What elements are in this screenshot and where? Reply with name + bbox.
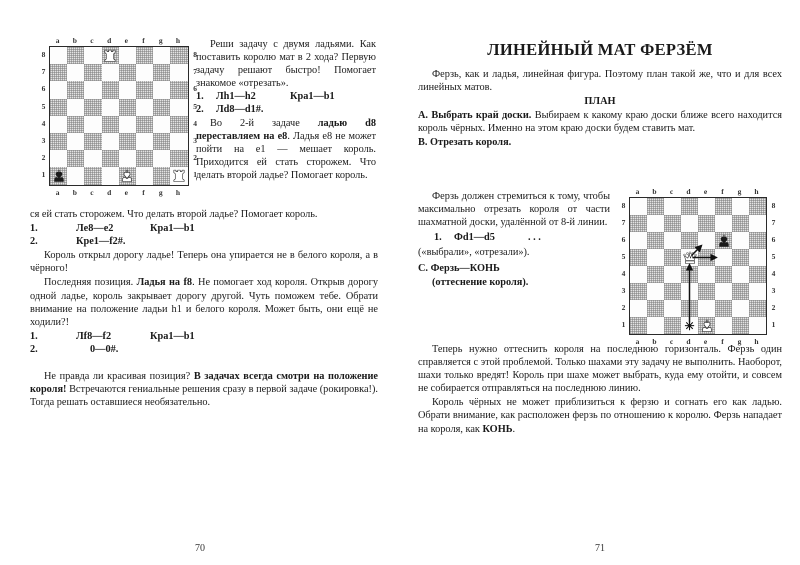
paragraph-helper: ся ей стать сторожем. Что делать второй ладье? Помогает король. xyxy=(30,209,318,220)
page-number-right: 71 xyxy=(595,543,605,554)
rank-label-1: 1 xyxy=(621,320,626,329)
file-label-d: d xyxy=(686,337,691,346)
board-square-g7 xyxy=(153,64,170,81)
file-label-g: g xyxy=(158,187,163,197)
board-square-c3 xyxy=(664,283,681,300)
board-square-c3 xyxy=(84,133,101,150)
para5-lead: Не правда ли красивая позиция? xyxy=(44,371,194,383)
file-label-b: b xyxy=(652,337,657,346)
board-square-a6 xyxy=(630,232,647,249)
file-label-a: a xyxy=(635,337,640,346)
para4-lead: Последняя позиция. xyxy=(44,277,137,289)
file-label-c: c xyxy=(669,187,674,196)
board-square-g4 xyxy=(153,116,170,133)
board-square-f2 xyxy=(715,300,732,317)
move-number: 2. xyxy=(196,104,204,116)
board-square-e5 xyxy=(698,249,715,266)
board-square-f4 xyxy=(136,116,153,133)
board-square-b2 xyxy=(67,150,84,167)
board-square-d2 xyxy=(681,300,698,317)
move-note: («выбрали», «отрезали»). xyxy=(418,247,530,259)
rank-labels xyxy=(768,197,779,333)
para2-bold: ладью d8 переставляем на e8 xyxy=(196,117,376,142)
paragraph-3: Король открыл дорогу ладье! Теперь она упирается не в белого короля, а в чёрного! xyxy=(30,250,378,275)
start-square-marker: ✳ xyxy=(684,318,695,333)
rank-label-4: 4 xyxy=(771,269,776,278)
rank-label-3: 3 xyxy=(621,286,626,295)
board-square-b8 xyxy=(67,47,84,64)
board-square-e8 xyxy=(119,47,136,64)
plan-heading: ПЛАН xyxy=(584,96,616,108)
right-page xyxy=(400,0,800,565)
file-label-d: d xyxy=(686,187,691,196)
board-square-f6 xyxy=(715,232,732,249)
board-square-d4 xyxy=(681,266,698,283)
board-square-h5 xyxy=(749,249,766,266)
file-labels xyxy=(629,186,765,197)
board-square-h8 xyxy=(749,198,766,215)
rank-label-7: 7 xyxy=(41,67,46,77)
chess-board-left xyxy=(38,35,201,198)
solution-1-moves xyxy=(196,90,376,116)
rank-label-2: 2 xyxy=(193,153,197,163)
move-row xyxy=(30,343,378,356)
board-square-g2 xyxy=(153,150,170,167)
board-square-e2 xyxy=(119,150,136,167)
rank-label-3: 3 xyxy=(41,135,46,145)
file-label-g: g xyxy=(737,337,742,346)
board-square-b8 xyxy=(647,198,664,215)
board-square-f1 xyxy=(715,317,732,334)
board-square-d8 xyxy=(681,198,698,215)
board-square-h6 xyxy=(749,232,766,249)
board-square-c4 xyxy=(84,116,101,133)
rank-labels xyxy=(618,197,629,333)
move-row xyxy=(30,235,378,248)
rank-label-2: 2 xyxy=(771,303,776,312)
board-square-f3 xyxy=(715,283,732,300)
page-number-left: 70 xyxy=(195,543,205,554)
para5-bold: В задачах всегда смотри на положение короля! xyxy=(30,371,378,396)
file-label-c: c xyxy=(90,187,94,197)
board-square-b7 xyxy=(67,64,84,81)
board-square-a7 xyxy=(630,215,647,232)
para-d-bold: КОНЬ xyxy=(482,423,513,435)
board-square-a3 xyxy=(630,283,647,300)
board-square-e4 xyxy=(119,116,136,133)
black-king-on-f6 xyxy=(715,232,732,249)
board-square-b3 xyxy=(67,133,84,150)
file-label-a: a xyxy=(55,187,60,197)
intro-paragraph: Реши задачу с двумя ладьями. Как поставить королю мат в 2 хода? Первую задачу решают быстро! Помогает знакомое «отрезать». xyxy=(196,39,376,90)
file-label-h: h xyxy=(175,187,180,197)
board-square-h8 xyxy=(170,47,187,64)
rank-label-7: 7 xyxy=(771,218,776,227)
board-square-c7 xyxy=(84,64,101,81)
board-square-f8 xyxy=(715,198,732,215)
para-b: Ферзь должен стремиться к тому, чтобы максимально отрезать короля от части шахматной доски, удалённой от 8-й линии. xyxy=(418,191,610,229)
rank-label-8: 8 xyxy=(41,50,46,59)
board-square-c1 xyxy=(84,167,101,184)
board-square-g8 xyxy=(153,47,170,64)
rank-label-3: 3 xyxy=(193,135,197,145)
rank-label-5: 5 xyxy=(771,252,776,261)
black-move: Крa1—b1 xyxy=(150,330,195,342)
board-square-c8 xyxy=(84,47,101,64)
rank-label-3: 3 xyxy=(771,286,776,295)
board-square-e1 xyxy=(119,167,136,184)
board-square-g5 xyxy=(732,249,749,266)
board-square-d7 xyxy=(102,64,119,81)
white-rook-on-d8 xyxy=(102,47,119,64)
file-label-e: e xyxy=(124,187,129,197)
board-square-f1 xyxy=(136,167,153,184)
board-square-a1 xyxy=(50,167,67,184)
board-square-d1 xyxy=(681,317,698,334)
board-square-a1 xyxy=(630,317,647,334)
move-number: 2. xyxy=(30,343,38,355)
rank-label-6: 6 xyxy=(41,84,46,94)
rank-label-6: 6 xyxy=(193,84,197,94)
file-label-e: e xyxy=(703,337,708,346)
board-square-b7 xyxy=(647,215,664,232)
move-row-queen xyxy=(418,231,610,244)
file-label-a: a xyxy=(55,36,60,45)
board-grid xyxy=(629,197,767,335)
board-square-g7 xyxy=(732,215,749,232)
board-square-c5 xyxy=(84,99,101,116)
right-bottom-column xyxy=(418,343,782,436)
file-label-b: b xyxy=(72,36,77,45)
file-label-c: c xyxy=(669,337,674,346)
board-square-c5 xyxy=(664,249,681,266)
plan-a xyxy=(418,109,782,135)
board-square-a6 xyxy=(50,81,67,98)
file-label-f: f xyxy=(142,187,145,197)
board-square-g3 xyxy=(153,133,170,150)
board-square-g4 xyxy=(732,266,749,283)
board-square-d8 xyxy=(102,47,119,64)
board-square-g5 xyxy=(153,99,170,116)
board-square-a2 xyxy=(50,150,67,167)
board-square-e6 xyxy=(119,81,136,98)
rank-label-1: 1 xyxy=(41,170,46,180)
board-square-d6 xyxy=(681,232,698,249)
plan-a-bold: А. Выбрать край доски. xyxy=(418,110,532,122)
rank-label-5: 5 xyxy=(193,101,197,111)
board-square-c2 xyxy=(84,150,101,167)
solution-3-moves xyxy=(30,330,378,356)
white-move: Лf8—f2 xyxy=(76,330,112,342)
plan-c-sub: (оттеснение короля). xyxy=(432,276,529,288)
board-square-e8 xyxy=(698,198,715,215)
rank-labels xyxy=(38,46,49,184)
white-move: 0—0#. xyxy=(90,343,119,355)
right-intro: Ферзь, как и ладья, линейная фигура. Поэтому план такой же, что и для всех линейных матов. xyxy=(418,69,782,94)
board-square-d4 xyxy=(102,116,119,133)
file-label-f: f xyxy=(721,337,724,346)
move-number: 1. xyxy=(434,232,442,244)
board-square-h3 xyxy=(749,283,766,300)
board-square-h3 xyxy=(170,133,187,150)
board-square-c8 xyxy=(664,198,681,215)
move-row xyxy=(196,90,376,103)
black-move: Крa1—b1 xyxy=(150,223,195,235)
para-d xyxy=(418,396,782,435)
file-label-e: e xyxy=(703,187,708,196)
board-square-c7 xyxy=(664,215,681,232)
move-row xyxy=(30,222,378,235)
board-square-g6 xyxy=(732,232,749,249)
plan-a-rest: Выбираем к какому краю доски ближе всего находится король чёрных. Именно на этом краю доски будем ставить мат. xyxy=(418,110,782,135)
board-square-h6 xyxy=(170,81,187,98)
board-square-d7 xyxy=(681,215,698,232)
file-label-b: b xyxy=(72,187,77,197)
board-square-b5 xyxy=(647,249,664,266)
plan-c-heading: С. Ферзь—КОНЬ xyxy=(418,263,500,275)
board-square-e3 xyxy=(698,283,715,300)
board-square-h4 xyxy=(749,266,766,283)
board-square-a5 xyxy=(630,249,647,266)
move-row xyxy=(196,103,376,116)
board-square-b6 xyxy=(67,81,84,98)
rank-label-4: 4 xyxy=(621,269,626,278)
rank-label-7: 7 xyxy=(621,218,626,227)
board-square-e3 xyxy=(119,133,136,150)
board-square-f7 xyxy=(136,64,153,81)
board-square-f5 xyxy=(715,249,732,266)
board-square-a5 xyxy=(50,99,67,116)
file-labels xyxy=(49,187,187,198)
board-square-g1 xyxy=(732,317,749,334)
board-square-a8 xyxy=(50,47,67,64)
black-king-on-a1 xyxy=(50,167,67,184)
white-move: Лd8—d1#. xyxy=(216,104,264,116)
file-label-h: h xyxy=(754,187,759,196)
board-square-e7 xyxy=(119,64,136,81)
rank-label-6: 6 xyxy=(771,235,776,244)
board-square-c4 xyxy=(664,266,681,283)
board-square-g6 xyxy=(153,81,170,98)
board-square-b4 xyxy=(647,266,664,283)
board-square-a8 xyxy=(630,198,647,215)
file-label-d: d xyxy=(107,36,112,45)
board-square-a7 xyxy=(50,64,67,81)
board-square-f5 xyxy=(136,99,153,116)
white-move: Лh1—h2 xyxy=(216,91,256,103)
board-square-b1 xyxy=(67,167,84,184)
board-square-f8 xyxy=(136,47,153,64)
chapter-title: ЛИНЕЙНЫЙ МАТ ФЕРЗЁМ xyxy=(487,40,713,59)
solution-2-moves xyxy=(30,222,378,248)
board-square-a4 xyxy=(630,266,647,283)
board-square-e4 xyxy=(698,266,715,283)
board-square-d1 xyxy=(102,167,119,184)
board-square-d5 xyxy=(681,249,698,266)
board-grid xyxy=(49,46,189,186)
board-square-b5 xyxy=(67,99,84,116)
file-label-c: c xyxy=(90,36,94,45)
para-c: Теперь нужно оттеснить короля на последнюю горизонталь. Ферзь один справляется с этой проблемой. Только шахами эту задачу не выполнить. Наоборот, шахи только вредят! Король при шахе может выбрать, куда ему отойти, и совсем не собирается отправляться на последнюю линию. xyxy=(418,344,782,395)
rank-label-1: 1 xyxy=(193,170,197,180)
left-main-column xyxy=(30,208,378,409)
rank-label-5: 5 xyxy=(41,101,46,111)
white-move: Фd1—d5 xyxy=(454,232,495,244)
file-label-h: h xyxy=(754,337,759,346)
board-square-d5 xyxy=(102,99,119,116)
file-labels xyxy=(49,35,187,46)
board-square-h4 xyxy=(170,116,187,133)
rank-label-4: 4 xyxy=(193,118,197,128)
board-square-d2 xyxy=(102,150,119,167)
rank-label-2: 2 xyxy=(41,153,46,163)
board-square-b4 xyxy=(67,116,84,133)
black-move: Крa1—b1 xyxy=(290,91,335,103)
file-label-h: h xyxy=(175,36,180,45)
board-square-b3 xyxy=(647,283,664,300)
board-square-h7 xyxy=(170,64,187,81)
board-square-f3 xyxy=(136,133,153,150)
board-square-d6 xyxy=(102,81,119,98)
move-number: 1. xyxy=(30,330,38,342)
file-label-g: g xyxy=(158,36,163,45)
white-king-on-e1 xyxy=(698,317,715,334)
board-square-b1 xyxy=(647,317,664,334)
board-square-b2 xyxy=(647,300,664,317)
file-label-e: e xyxy=(124,36,129,45)
para5-tail: Встречаются гениальные решения сразу в первой задаче (рокировка!). Тогда решать оставшиеся необязательно. xyxy=(30,384,378,409)
black-move: . . . xyxy=(528,232,541,244)
board-square-a3 xyxy=(50,133,67,150)
board-square-c1 xyxy=(664,317,681,334)
board-square-g1 xyxy=(153,167,170,184)
para2-lead: Во 2-й задаче xyxy=(210,117,318,129)
file-label-f: f xyxy=(721,187,724,196)
white-rook-on-h1 xyxy=(170,167,187,184)
right-narrow-column xyxy=(418,190,610,289)
board-square-f6 xyxy=(136,81,153,98)
board-square-c6 xyxy=(84,81,101,98)
file-label-f: f xyxy=(142,36,145,45)
board-square-f2 xyxy=(136,150,153,167)
rank-label-4: 4 xyxy=(41,118,46,128)
move-row xyxy=(30,330,378,343)
board-square-h2 xyxy=(749,300,766,317)
white-queen-on-d5 xyxy=(681,249,698,266)
para-d-tail: . xyxy=(512,423,516,435)
board-square-f4 xyxy=(715,266,732,283)
white-king-on-e1 xyxy=(119,167,136,184)
board-square-e6 xyxy=(698,232,715,249)
board-square-h2 xyxy=(170,150,187,167)
rank-label-1: 1 xyxy=(771,320,776,329)
board-square-c6 xyxy=(664,232,681,249)
board-square-e7 xyxy=(698,215,715,232)
board-square-g2 xyxy=(732,300,749,317)
move-number: 1. xyxy=(196,91,204,103)
move-number: 2. xyxy=(30,236,38,248)
para-d-lead: Король чёрных не может приблизиться к ферзю и согнать его как ладью. Обрати внимание, как расположен ферзь по отношению к королю. Ферзь нападает на короля, как xyxy=(418,397,782,435)
file-label-b: b xyxy=(652,187,657,196)
white-move: Лe8—e2 xyxy=(76,223,114,235)
para4-tail: . Не помогает ход короля. Открыв дорогу одной ладье, король закрывает дорогу другой. Чуть поможем тебе. Обрати внимание на положение ладьи h1 и белого короля. Может быть, они ещё не ходили?! xyxy=(30,277,378,328)
rank-label-2: 2 xyxy=(621,303,626,312)
board-square-d3 xyxy=(102,133,119,150)
board-square-h5 xyxy=(170,99,187,116)
board-square-a4 xyxy=(50,116,67,133)
board-square-e5 xyxy=(119,99,136,116)
para4-bold: Ладья на f8 xyxy=(136,277,193,289)
right-top-column xyxy=(418,68,782,150)
para2-tail: . Ладья e8 не может пойти на e1 — мешает король. Приходится ей стать сторожем. Что делать второй ладье? Помогает король. xyxy=(196,130,376,181)
board-square-a2 xyxy=(630,300,647,317)
rank-label-8: 8 xyxy=(771,201,776,210)
board-square-b6 xyxy=(647,232,664,249)
paragraph-5 xyxy=(30,370,378,409)
file-label-g: g xyxy=(737,187,742,196)
rank-label-8: 8 xyxy=(621,201,626,210)
rank-label-6: 6 xyxy=(621,235,626,244)
left-intro-column xyxy=(196,38,376,182)
board-square-e2 xyxy=(698,300,715,317)
rank-label-8: 8 xyxy=(193,50,197,59)
file-label-a: a xyxy=(635,187,640,196)
chess-board-right xyxy=(618,186,779,347)
board-square-h7 xyxy=(749,215,766,232)
board-square-g3 xyxy=(732,283,749,300)
board-square-h1 xyxy=(749,317,766,334)
board-square-g8 xyxy=(732,198,749,215)
plan-b: В. Отрезать короля. xyxy=(418,137,512,149)
paragraph-4 xyxy=(30,276,378,328)
white-move: Крe1—f2#. xyxy=(76,236,126,248)
board-square-e1 xyxy=(698,317,715,334)
paragraph-2 xyxy=(196,117,376,182)
rank-label-7: 7 xyxy=(193,67,197,77)
board-square-f7 xyxy=(715,215,732,232)
board-square-h1 xyxy=(170,167,187,184)
rank-label-5: 5 xyxy=(621,252,626,261)
move-number: 1. xyxy=(30,223,38,235)
file-label-d: d xyxy=(107,187,112,197)
board-square-d3 xyxy=(681,283,698,300)
board-square-c2 xyxy=(664,300,681,317)
